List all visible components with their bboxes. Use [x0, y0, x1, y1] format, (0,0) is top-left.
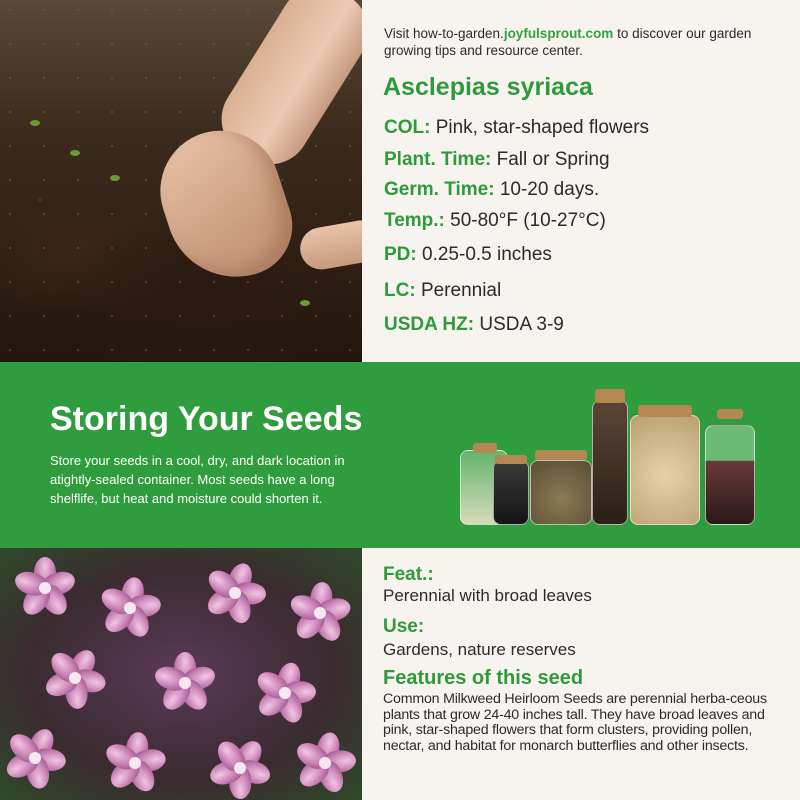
feat-value: Perennial with broad leaves [383, 586, 592, 605]
plant-name: Asclepias syriaca [383, 73, 593, 101]
feat-heading: Feat.: [383, 564, 434, 585]
spec-life-cycle: LC: Perennial [384, 280, 502, 301]
storing-text: Store your seeds in a cool, dry, and dark location in atightly-sealed container. Most seeds have a long shelflife, but heat and moisture could shorten it. [50, 453, 345, 506]
spec-temp: Temp.: 50-80°F (10-27°C) [384, 210, 606, 231]
spec-col: COL: Pink, star-shaped flowers [384, 117, 650, 138]
spec-plant-time: Plant. Time: Fall or Spring [384, 149, 610, 170]
milkweed-flowers-photo [0, 548, 362, 800]
website-link[interactable]: joyfulsprout.com [503, 26, 614, 41]
storing-title: Storing Your Seeds [50, 400, 363, 438]
spec-usda-zone: USDA HZ: USDA 3-9 [384, 314, 564, 335]
spec-germ-time: Germ. Time: 10-20 days. [384, 179, 600, 200]
soil-planting-photo [0, 0, 362, 362]
top-section [0, 0, 800, 362]
seed-jars-image [455, 385, 765, 525]
plant-info-panel [362, 0, 800, 362]
features-description: Common Milkweed Heirloom Seeds are perennial herba-ceous plants that grow 24-40 inches tall. They have broad leaves and pink, star-shaped flowers that form clusters, providing pollen, nectar, and habitat for monarch butterflies and other insects. [383, 691, 767, 754]
use-heading: Use: [383, 616, 425, 637]
use-value: Gardens, nature reserves [383, 640, 576, 659]
spec-planting-depth: PD: 0.25-0.5 inches [384, 244, 552, 265]
seed-details-panel [362, 548, 800, 800]
features-heading: Features of this seed [383, 667, 584, 689]
visit-website-text: Visit how-to-garden.joyfulsprout.com to discover our garden growing tips and resource center. [384, 26, 752, 58]
